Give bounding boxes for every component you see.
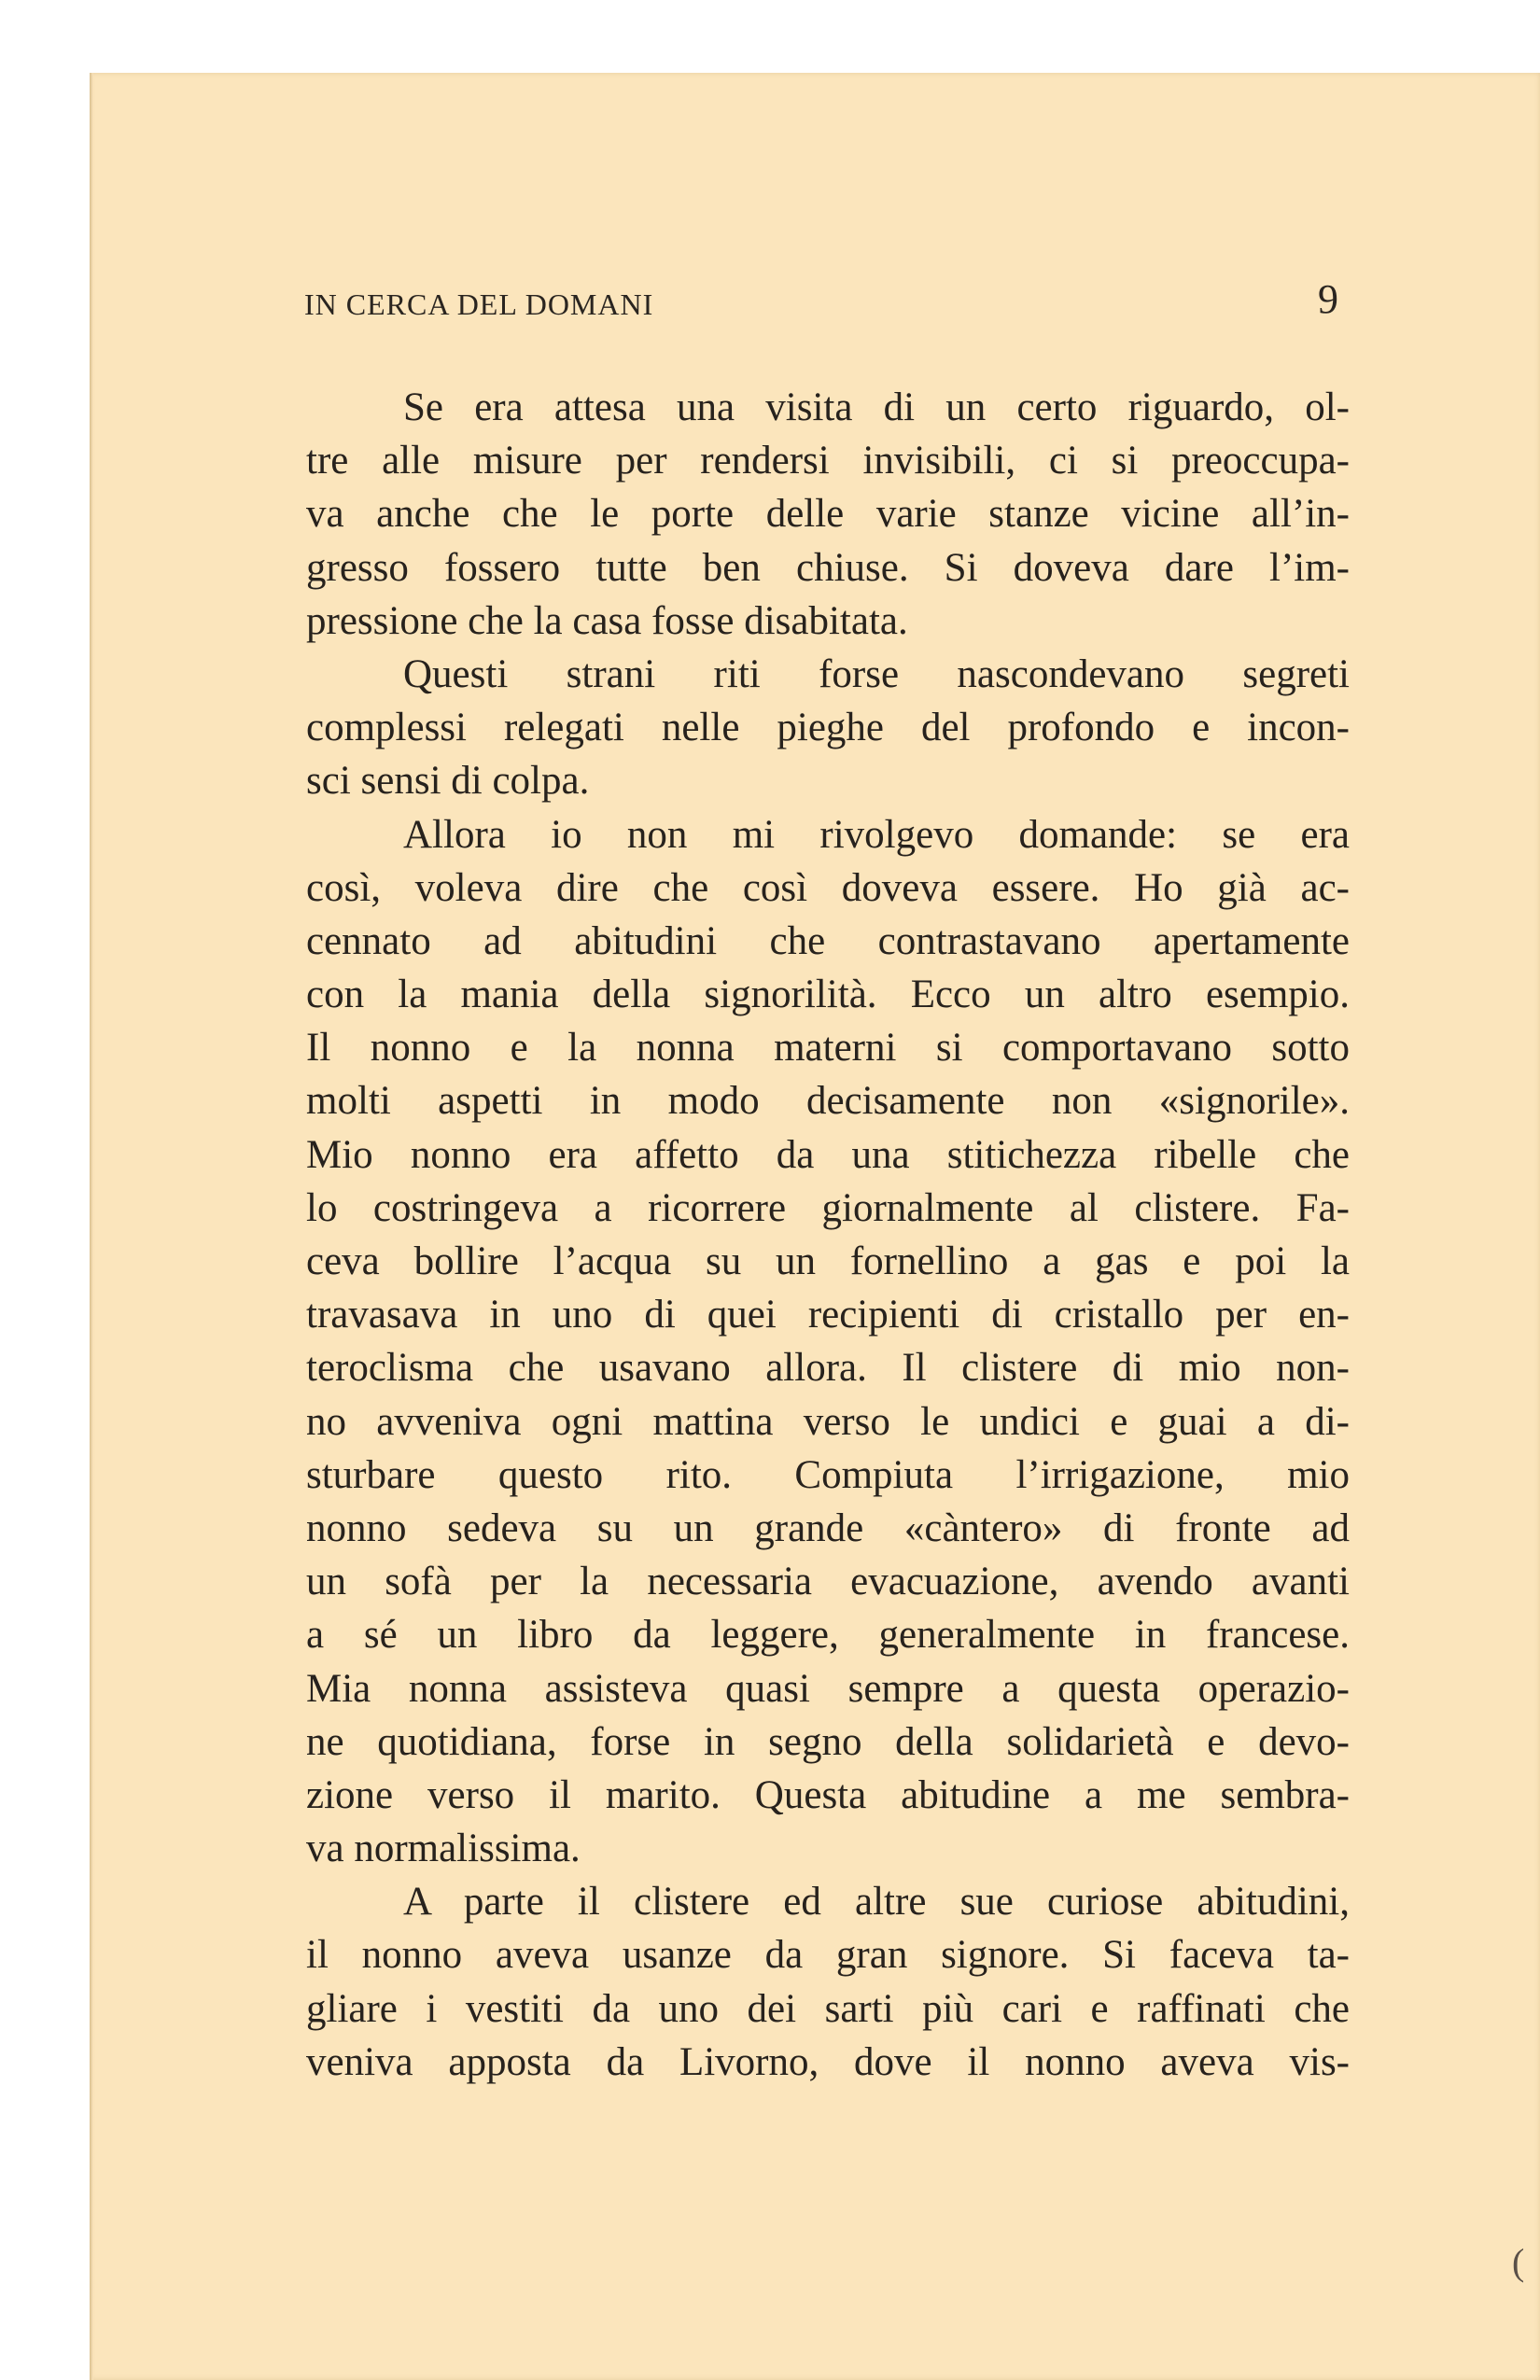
- text-line: A parte il clistere ed altre sue curiose abitudini,: [403, 1880, 1350, 1925]
- text-line: complessi relegati nelle pieghe del profondo e incon-: [306, 706, 1350, 750]
- text-line: zione verso il marito. Questa abitudine a me sembra-: [306, 1772, 1350, 1817]
- page-edge-shadow: [90, 73, 93, 2380]
- text-line: così, voleva dire che così doveva essere. Ho già ac-: [306, 865, 1350, 910]
- text-line: cennato ad abitudini che contrastavano apertamente: [306, 918, 1350, 963]
- text-line: gliare i vestiti da uno dei sarti più cari e raffinati che: [306, 1986, 1350, 2031]
- text-line: nonno sedeva su un grande «càntero» di fronte ad: [306, 1505, 1350, 1550]
- text-line: con la mania della signorilità. Ecco un altro esempio.: [306, 973, 1350, 1017]
- text-line: Mio nonno era affetto da una stitichezza ribelle che: [306, 1132, 1350, 1177]
- page-number: 9: [1318, 276, 1338, 322]
- text-line: Il nonno e la nonna materni si comportavano sotto: [306, 1026, 1350, 1071]
- text-line: ne quotidiana, forse in segno della solidarietà e devo-: [306, 1719, 1350, 1764]
- text-line: Allora io non mi rivolgevo domande: se era: [403, 812, 1350, 857]
- text-line: gresso fossero tutte ben chiuse. Si doveva dare l’im-: [306, 545, 1350, 590]
- text-line: un sofà per la necessaria evacuazione, avendo avanti: [306, 1560, 1350, 1604]
- text-line: no avveniva ogni mattina verso le undici e guai a di-: [306, 1399, 1350, 1444]
- text-line: sci sensi di colpa.: [306, 759, 590, 804]
- text-line: va normalissima.: [306, 1827, 581, 1871]
- text-line: lo costringeva a ricorrere giornalmente al clistere. Fa-: [306, 1185, 1350, 1230]
- text-line: tre alle misure per rendersi invisibili, ci si preoccupa-: [306, 439, 1350, 483]
- body-text: [306, 381, 1350, 2089]
- text-line: pressione che la casa fosse disabitata.: [306, 598, 908, 643]
- text-line: a sé un libro da leggere, generalmente in francese.: [306, 1613, 1350, 1658]
- text-line: veniva apposta da Livorno, dove il nonno aveva vis-: [306, 2039, 1350, 2084]
- text-line: travasava in uno di quei recipienti di cristallo per en-: [306, 1293, 1350, 1337]
- text-line: ceva bollire l’acqua su un fornellino a gas e poi la: [306, 1239, 1350, 1283]
- margin-mark: (: [1512, 2241, 1525, 2283]
- text-line: Questi strani riti forse nascondevano segreti: [403, 651, 1350, 696]
- text-line: Mia nonna assisteva quasi sempre a questa operazio-: [306, 1666, 1350, 1711]
- text-line: il nonno aveva usanze da gran signore. Si faceva ta-: [306, 1933, 1350, 1978]
- text-line: teroclisma che usavano allora. Il clistere di mio non-: [306, 1346, 1350, 1391]
- text-line: Se era attesa una visita di un certo riguardo, ol-: [403, 385, 1350, 429]
- text-line: molti aspetti in modo decisamente non «signorile».: [306, 1079, 1350, 1124]
- running-title: IN CERCA DEL DOMANI: [304, 287, 654, 321]
- text-line: sturbare questo rito. Compiuta l’irrigazione, mio: [306, 1452, 1350, 1497]
- text-line: va anche che le porte delle varie stanze vicine all’in-: [306, 492, 1350, 537]
